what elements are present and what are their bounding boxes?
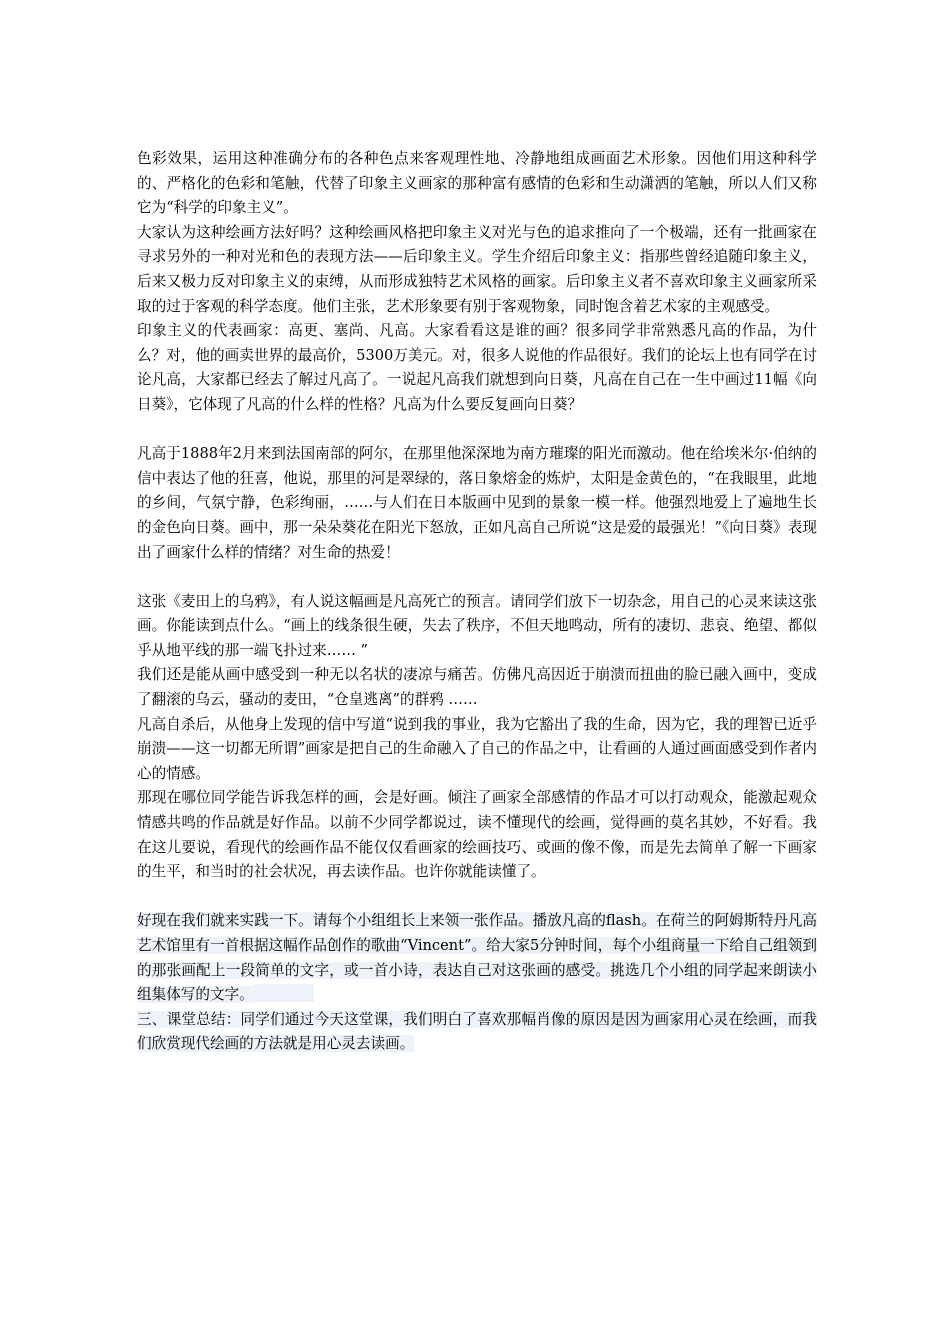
paragraph-representative-painters: 印象主义的代表画家：高更、塞尚、凡高。大家看看这是谁的画？很多同学非常熟悉凡高的作品，为什么？对，他的画卖世界的最高价，5300万美元。对，很多人说他的作品很好。我们的论坛上也有同学在讨论凡高，大家都已经去了解过凡高了。一说起凡高我们就想到向日葵，凡高在自己在一生中画过11幅《向日葵》，它体现了凡高的什么样的性格？凡高为什么要反复画向日葵？ — [137, 322, 817, 413]
document-body — [137, 147, 817, 1057]
highlight-block — [254, 984, 314, 1002]
blank-line — [137, 565, 817, 590]
paragraph-class-summary — [137, 1008, 817, 1057]
blank-line — [137, 885, 817, 910]
highlighted-text: 好现在我们就来实践一下。请每个小组组长上来领一张作品。播放凡高的flash。在荷兰的阿姆斯特丹凡高艺术馆里有一首根据这幅作品创作的歌曲“Vincent”。给大家5分钟时间，每个小组商量一下给自己组领到的那张画配上一段简单的文字，或一首小诗，表达自己对这张画的感受。挑选几个小组的同学起来朗读小组集体写的文字。 — [137, 912, 817, 1004]
paragraph-post-impressionism: 大家认为这种绘画方法好吗？这种绘画风格把印象主义对光与色的追求推向了一个极端，还有一批画家在寻求另外的一种对光和色的表现方法——后印象主义。学生介绍后印象主义：指那些曾经追随印象主义，后来又极力反对印象主义的束缚，从而形成独特艺术风格的画家。后印象主义者不喜欢印象主义画家所采取的过于客观的科学态度。他们主张，艺术形象要有别于客观物象，同时饱含着艺术家的主观感受。 — [137, 223, 817, 315]
highlighted-text: 三、课堂总结：同学们通过今天这堂课，我们明白了喜欢那幅肖像的原因是因为画家用心灵在绘画，而我们欣赏现代绘画的方法就是用心灵去读画。 — [137, 1010, 817, 1053]
paragraph-group-practice — [137, 909, 817, 1007]
paragraph-scientific-impressionism: 色彩效果，运用这种准确分布的各种色点来客观理性地、冷静地组成画面艺术形象。因他们用这种科学的、严格化的色彩和笔触，代替了印象主义画家的那种富有感情的色彩和生动潇洒的笔触，所以人们又称它为“科学的印象主义”。 — [137, 150, 817, 217]
paragraph-wheatfield-crows: 这张《麦田上的乌鸦》，有人说这幅画是凡高死亡的预言。请同学们放下一切杂念，用自己的心灵来读这张画。你能读到点什么。“画上的线条很生硬，失去了秩序，不但天地鸣动，所有的凄切、悲哀、绝望、都似乎从地平线的那一端飞扑过来…… ” — [137, 592, 817, 659]
blank-line — [137, 418, 817, 443]
paragraph-suicide-letter: 凡高自杀后，从他身上发现的信中写道“说到我的事业，我为它豁出了我的生命，因为它，我的理智已近乎崩溃——这一切都无所谓”画家是把自己的生命融入了自己的作品之中，让看画的人通过画面感受到作者内心的情感。 — [137, 715, 817, 782]
paragraph-sunflowers: 凡高于1888年2月来到法国南部的阿尔，在那里他深深地为南方璀璨的阳光而激动。他在给埃米尔·伯纳的信中表达了他的狂喜，他说，那里的河是翠绿的，落日象熔金的炼炉，太阳是金黄色的，“在我眼里，此地的乡间，气氛宁静，色彩绚丽，……与人们在日本版画中见到的景象一模一样。他强烈地爱上了遍地生长的金色向日葵。画中，那一朵朵葵花在阳光下怒放，正如凡高自己所说“这是爱的最强光！”《向日葵》表现出了画家什么样的情绪？对生命的热爱！ — [137, 445, 817, 561]
paragraph-desolation: 我们还是能从画中感受到一种无以名状的凄凉与痛苦。仿佛凡高因近于崩溃而扭曲的脸已融入画中，变成了翻滚的乌云，骚动的麦田，“仓皇逃离”的群鸦 …… — [137, 666, 817, 709]
paragraph-good-painting: 那现在哪位同学能告诉我怎样的画，会是好画。倾注了画家全部感情的作品才可以打动观众，能激起观众情感共鸣的作品就是好作品。以前不少同学都说过，读不懂现代的绘画，觉得画的莫名其妙，不好看。我在这儿要说，看现代的绘画作品不能仅仅看画家的绘画技巧、或画的像不像，而是先去简单了解一下画家的生平，和当时的社会状况，再去读作品。也许你就能读懂了。 — [137, 789, 817, 881]
